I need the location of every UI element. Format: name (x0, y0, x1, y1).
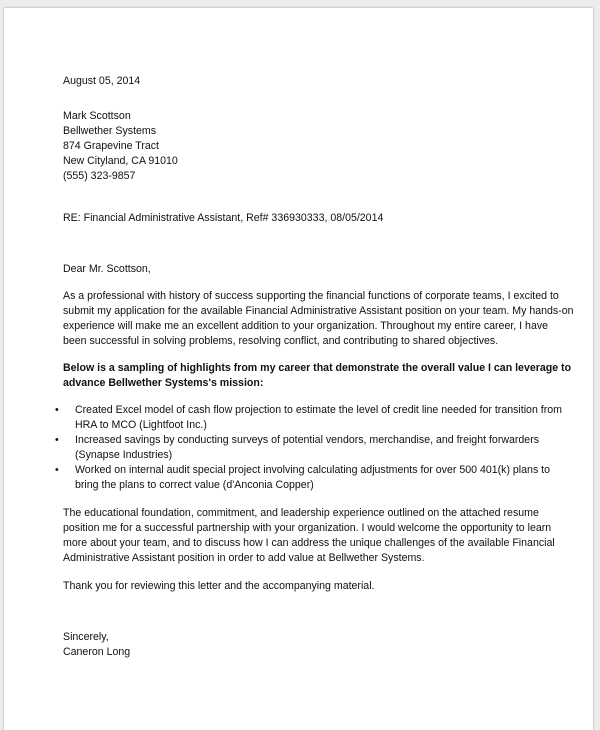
bullet-icon: • (55, 434, 59, 446)
list-item (55, 463, 562, 493)
document-page (4, 8, 593, 730)
list-item-line: (Synapse Industries) (75, 449, 173, 461)
paragraph-line: As a professional with history of success supporting the financial functions of corporate teams, I excited to (63, 290, 559, 302)
paragraph-line: Administrative Assistant position in order to add value at Bellwether Systems. (63, 552, 425, 564)
heading-line: advance Bellwether Systems's mission: (63, 377, 264, 389)
recipient-name: Mark Scottson (63, 110, 131, 122)
paragraph-line: The educational foundation, commitment, and leadership experience outlined on the attached resume (63, 507, 539, 519)
paragraph-line: experience will make me an excellent addition to your organization. Throughout my entire career, I have (63, 320, 549, 332)
salutation: Dear Mr. Scottson, (63, 263, 151, 275)
bullet-icon: • (55, 464, 59, 476)
heading-line: Below is a sampling of highlights from my career that demonstrate the overall value I can leverage to (63, 362, 572, 374)
paragraph-line: more about your team, and to discuss how I can address the unique challenges of the available Financial (63, 537, 555, 549)
list-item-line: HRA to MCO (Lightfoot Inc.) (75, 419, 207, 431)
highlights-heading (63, 361, 571, 391)
recipient-company: Bellwether Systems (63, 125, 157, 137)
list-item-line: Increased savings by conducting surveys of potential vendors, merchandise, and freight forwarders (75, 434, 540, 446)
list-item-line: Worked on internal audit special project involving calculating adjustments for over 500 401(k) plans to (75, 464, 551, 476)
closing-word: Sincerely, (63, 631, 109, 643)
closing-paragraph (63, 506, 555, 566)
list-item-line: bring the plans to correct value (d'Anconia Copper) (75, 479, 314, 491)
signature-block (63, 630, 130, 660)
recipient-phone: (555) 323-9857 (63, 170, 136, 182)
list-item-line: Created Excel model of cash flow projection to estimate the level of credit line needed for transition from (75, 404, 562, 416)
letter-date: August 05, 2014 (63, 75, 141, 87)
signature-name: Caneron Long (63, 646, 131, 658)
subject-line: RE: Financial Administrative Assistant, Ref# 336930333, 08/05/2014 (63, 212, 384, 224)
paragraph-line: been successful in solving problems, resolving conflict, and contributing to shared objectives. (63, 335, 499, 347)
bullet-icon: • (55, 404, 59, 416)
paragraph-line: position me for a successful partnership with your organization. I would welcome the opportunity to learn (63, 522, 552, 534)
intro-paragraph (63, 289, 574, 349)
recipient-address (63, 109, 178, 184)
list-item (55, 403, 562, 433)
highlights-list (55, 403, 562, 493)
thank-you-line: Thank you for reviewing this letter and the accompanying material. (63, 580, 375, 592)
paragraph-line: submit my application for the available Financial Administrative Assistant position on your team. My hands-on (63, 305, 574, 317)
recipient-city: New Cityland, CA 91010 (63, 155, 178, 167)
recipient-street: 874 Grapevine Tract (63, 140, 159, 152)
list-item (55, 433, 562, 463)
